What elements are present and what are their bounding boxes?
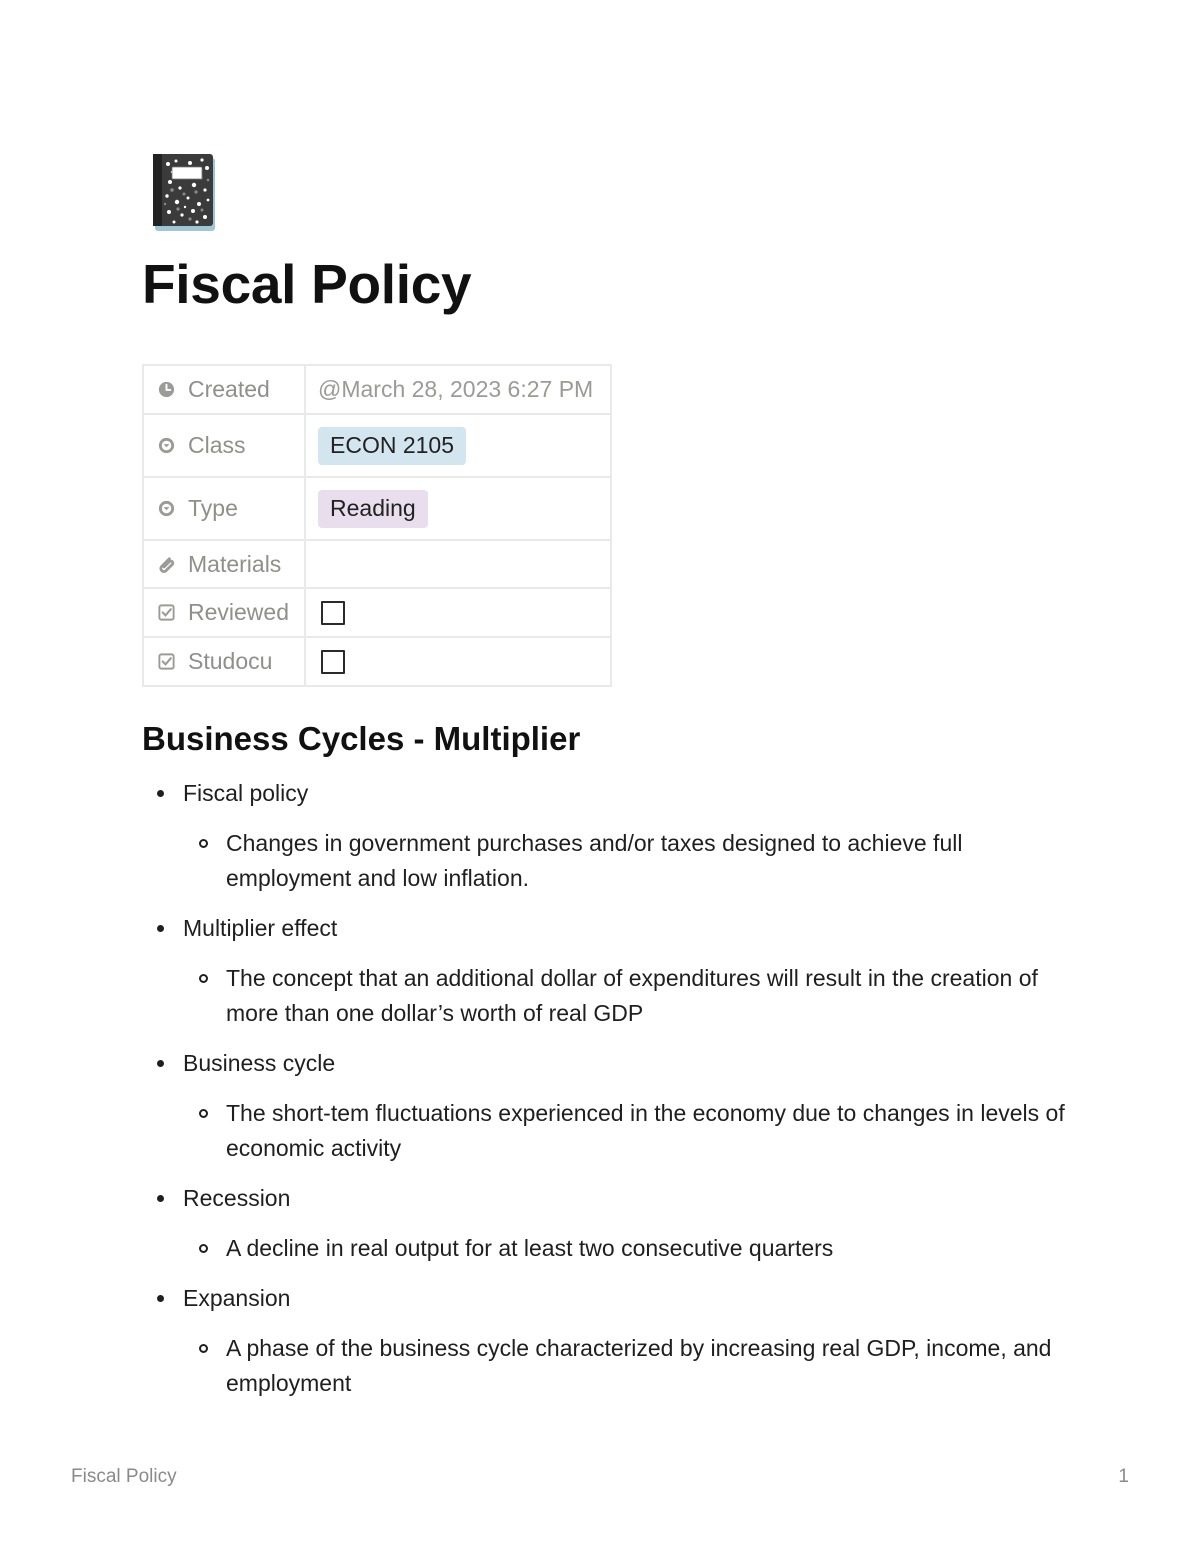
property-row-type (143, 477, 611, 540)
checkbox-icon (156, 651, 177, 672)
property-label: Type (188, 495, 238, 521)
property-key (143, 637, 305, 686)
list-item (142, 911, 1082, 1031)
studocu-value (305, 637, 611, 686)
select-icon (156, 435, 177, 456)
property-label: Created (188, 376, 270, 402)
created-value[interactable] (305, 365, 611, 414)
list-item (142, 1281, 1082, 1401)
class-tag[interactable]: ECON 2105 (318, 427, 466, 465)
type-tag[interactable]: Reading (318, 490, 428, 528)
checkbox-icon (156, 602, 177, 623)
list-item (142, 776, 1082, 896)
properties-table (142, 364, 612, 687)
type-value[interactable] (305, 477, 611, 540)
property-label: Class (188, 432, 246, 458)
property-label: Studocu (188, 648, 273, 674)
sub-list (183, 826, 1082, 896)
class-value[interactable] (305, 414, 611, 477)
list-item-term: Recession (183, 1185, 291, 1211)
materials-value[interactable] (305, 540, 611, 588)
sub-list-item: The short-tem fluctuations experienced in the economy due to changes in levels of economic activity (183, 1096, 1082, 1166)
created-date: @March 28, 2023 6:27 PM (318, 376, 594, 402)
notebook-icon (150, 152, 220, 234)
list-item-term: Multiplier effect (183, 915, 338, 941)
property-row-reviewed (143, 588, 611, 637)
sub-list (183, 1096, 1082, 1166)
footer-page-number: 1 (1118, 1466, 1129, 1487)
list-item-term: Fiscal policy (183, 780, 309, 806)
property-key (143, 540, 305, 588)
sub-list (183, 961, 1082, 1031)
list-item (142, 1181, 1082, 1266)
notes-list (142, 776, 1082, 1416)
sub-list-item: A phase of the business cycle characterized by increasing real GDP, income, and employment (183, 1331, 1082, 1401)
property-row-materials (143, 540, 611, 588)
select-icon (156, 498, 177, 519)
property-label: Materials (188, 550, 282, 577)
property-label: Reviewed (188, 599, 289, 625)
property-row-class (143, 414, 611, 477)
sub-list-item: The concept that an additional dollar of expenditures will result in the creation of more than one dollar’s worth of real GDP (183, 961, 1082, 1031)
sub-list-item: A decline in real output for at least two consecutive quarters (183, 1231, 1082, 1266)
list-item-term: Expansion (183, 1285, 291, 1311)
paperclip-icon (156, 554, 177, 575)
property-key (143, 414, 305, 477)
property-key (143, 477, 305, 540)
list-item (142, 1046, 1082, 1166)
sub-list (183, 1231, 1082, 1266)
property-row-created (143, 365, 611, 414)
property-key (143, 588, 305, 637)
sub-list (183, 1331, 1082, 1401)
clock-icon (156, 379, 177, 400)
sub-list-item: Changes in government purchases and/or taxes designed to achieve full employment and low inflation. (183, 826, 1082, 896)
page-title: Fiscal Policy (142, 253, 472, 315)
list-item-term: Business cycle (183, 1050, 336, 1076)
property-key (143, 365, 305, 414)
studocu-checkbox[interactable] (321, 650, 345, 674)
section-heading: Business Cycles - Multiplier (142, 720, 581, 757)
reviewed-checkbox[interactable] (321, 601, 345, 625)
property-row-studocu (143, 637, 611, 686)
reviewed-value (305, 588, 611, 637)
footer-title: Fiscal Policy (71, 1466, 177, 1487)
